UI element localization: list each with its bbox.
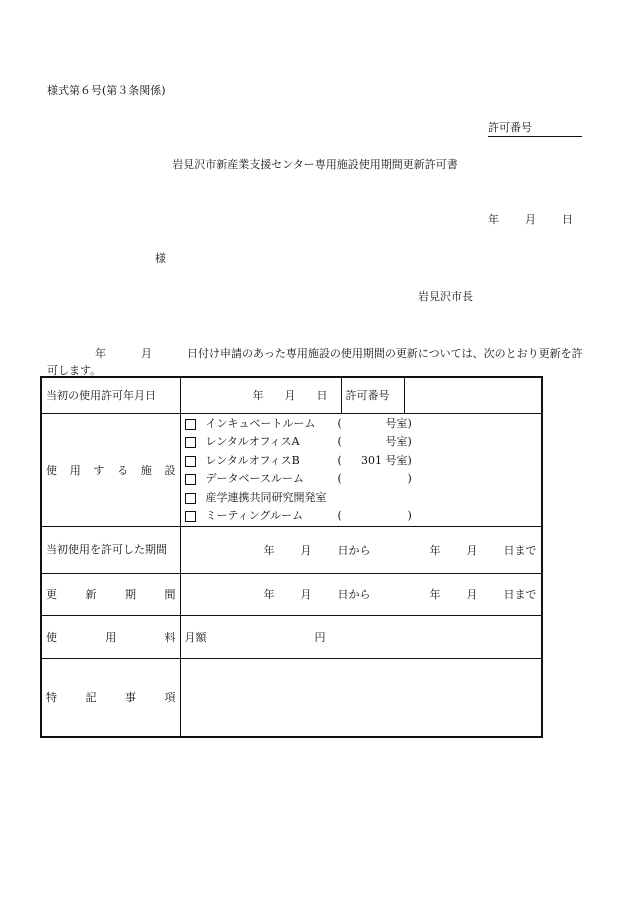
issue-date-year: 年 (488, 213, 499, 226)
fee-monthly-label: 月額 (184, 630, 207, 644)
checkbox-icon[interactable] (185, 474, 196, 485)
body-text (47, 345, 587, 379)
facility-item: データベースルーム ( ) (185, 470, 538, 489)
issuer: 岩見沢市長 (418, 290, 473, 303)
row-initial-permit-date (41, 377, 542, 413)
label-initial-period: 当初使用を許可した期間 (41, 527, 180, 574)
body-sentence: 日付け申請のあった専用施設の使用期間の更新については、次のとおり更新を許可します。 (47, 347, 583, 377)
row-notes (41, 658, 542, 737)
label-initial-permit-date: 当初の使用許可年月日 (41, 377, 180, 413)
checkbox-icon[interactable] (185, 456, 196, 467)
fee-yen: 円 (314, 630, 326, 644)
permit-table (40, 376, 543, 738)
issue-date-month: 月 (525, 213, 536, 226)
notes-field (180, 658, 542, 737)
checkbox-icon[interactable] (185, 511, 196, 522)
facility-item: レンタルオフィスB ( 301 号室 ) (185, 452, 538, 471)
row1-day: 日 (316, 389, 328, 403)
checkbox-icon[interactable] (185, 419, 196, 430)
label-facility-text: 使 用 す る 施 設 (46, 464, 176, 478)
addressee: 様 (155, 252, 166, 265)
facility-list (185, 415, 538, 526)
row1-year: 年 (252, 389, 264, 403)
initial-permit-date-field (180, 377, 341, 413)
renewal-period-field: 年 月 日から 年 月 日まで (180, 573, 542, 615)
checkbox-icon[interactable] (185, 437, 196, 448)
row-initial-period (41, 527, 542, 574)
label-renewal-period: 更 新 期 間 (41, 573, 180, 615)
issue-date-day: 日 (562, 213, 573, 226)
fee-field (180, 616, 542, 658)
label-fee: 使 用 料 (41, 616, 180, 658)
facility-item: ミーティングルーム ( ) (185, 507, 538, 526)
facility-item: レンタルオフィスA ( 号室 ) (185, 433, 538, 452)
label-notes: 特 記 事 項 (41, 658, 180, 737)
facility-item: インキュベートルーム ( 号室 ) (185, 415, 538, 434)
form-code: 様式第６号(第３条関係) (47, 84, 166, 97)
row1-month: 月 (284, 389, 296, 403)
initial-period-field: 年 月 日から 年 月 日まで (180, 527, 542, 574)
label-facility (41, 413, 180, 526)
body-year: 年 (95, 347, 106, 360)
permit-number-label: 許可番号 (488, 121, 532, 134)
facility-item: 産学連携共同研究開発室 (185, 489, 538, 508)
issue-date (488, 211, 573, 227)
document-title: 岩見沢市新産業支援センター専用施設使用期間更新許可書 (172, 158, 458, 171)
row-fee (41, 616, 542, 658)
permit-number-field (488, 119, 582, 137)
checkbox-icon[interactable] (185, 493, 196, 504)
label-permit-number: 許可番号 (341, 377, 404, 413)
permit-number-value (404, 377, 542, 413)
row-facility (41, 413, 542, 526)
row-renewal-period (41, 573, 542, 615)
facility-options (180, 413, 542, 526)
body-month: 月 (141, 347, 152, 360)
